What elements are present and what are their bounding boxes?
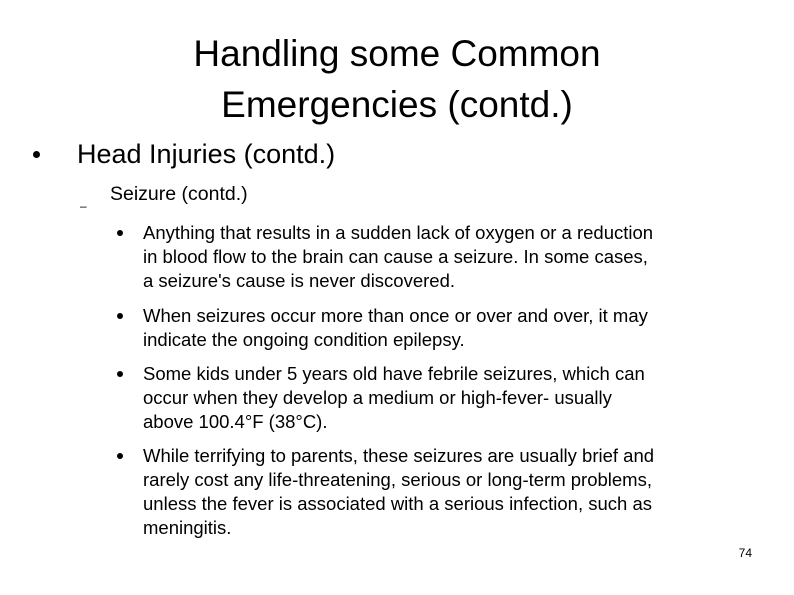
sub-sub-bullet-1-text [143,221,653,293]
sub-sub-bullet-3-text [143,362,645,434]
bullet-dot-icon [117,453,123,459]
slide-title-line-1: Handling some Common [193,33,601,74]
bullet-1-line-2: in blood flow to the brain can cause a seizure. In some cases, [143,246,648,267]
bullet-dot-icon [117,371,123,377]
bullet-head-injuries-text: Head Injuries (contd.) [77,139,336,169]
bullet-2-line-2: indicate the ongoing condition epilepsy. [143,329,465,350]
bullet-3-line-3: above 100.4°F (38°C). [143,411,328,432]
page-number: 74 [738,546,752,560]
sub-sub-bullet-2-text [143,304,648,352]
bullet-4-line-3: unless the fever is associated with a serious infection, such as [143,493,653,514]
bullet-3-line-1: Some kids under 5 years old have febrile seizures, which can [143,363,645,384]
bullet-4-line-2: rarely cost any life-threatening, serious or long-term problems, [143,469,652,490]
bullet-4-line-4: meningitis. [143,517,232,538]
slide-title [100,28,694,130]
slide-title-line-2: Emergencies (contd.) [221,84,573,125]
bullet-1-line-1: Anything that results in a sudden lack of oxygen or a reduction [143,222,654,243]
bullet-dot-icon [117,313,123,319]
sub-bullet-seizure-text: Seizure (contd.) [110,183,248,205]
sub-sub-bullet-4-text [143,444,654,540]
bullet-dot-icon [33,151,40,158]
bullet-3-line-2: occur when they develop a medium or high-fever- usually [143,387,612,408]
dash-bullet-icon: – [80,199,87,213]
bullet-2-line-1: When seizures occur more than once or over and over, it may [143,305,648,326]
bullet-4-line-1: While terrifying to parents, these seizures are usually brief and [143,445,655,466]
bullet-dot-icon [117,230,123,236]
bullet-1-line-3: a seizure's cause is never discovered. [143,270,456,291]
